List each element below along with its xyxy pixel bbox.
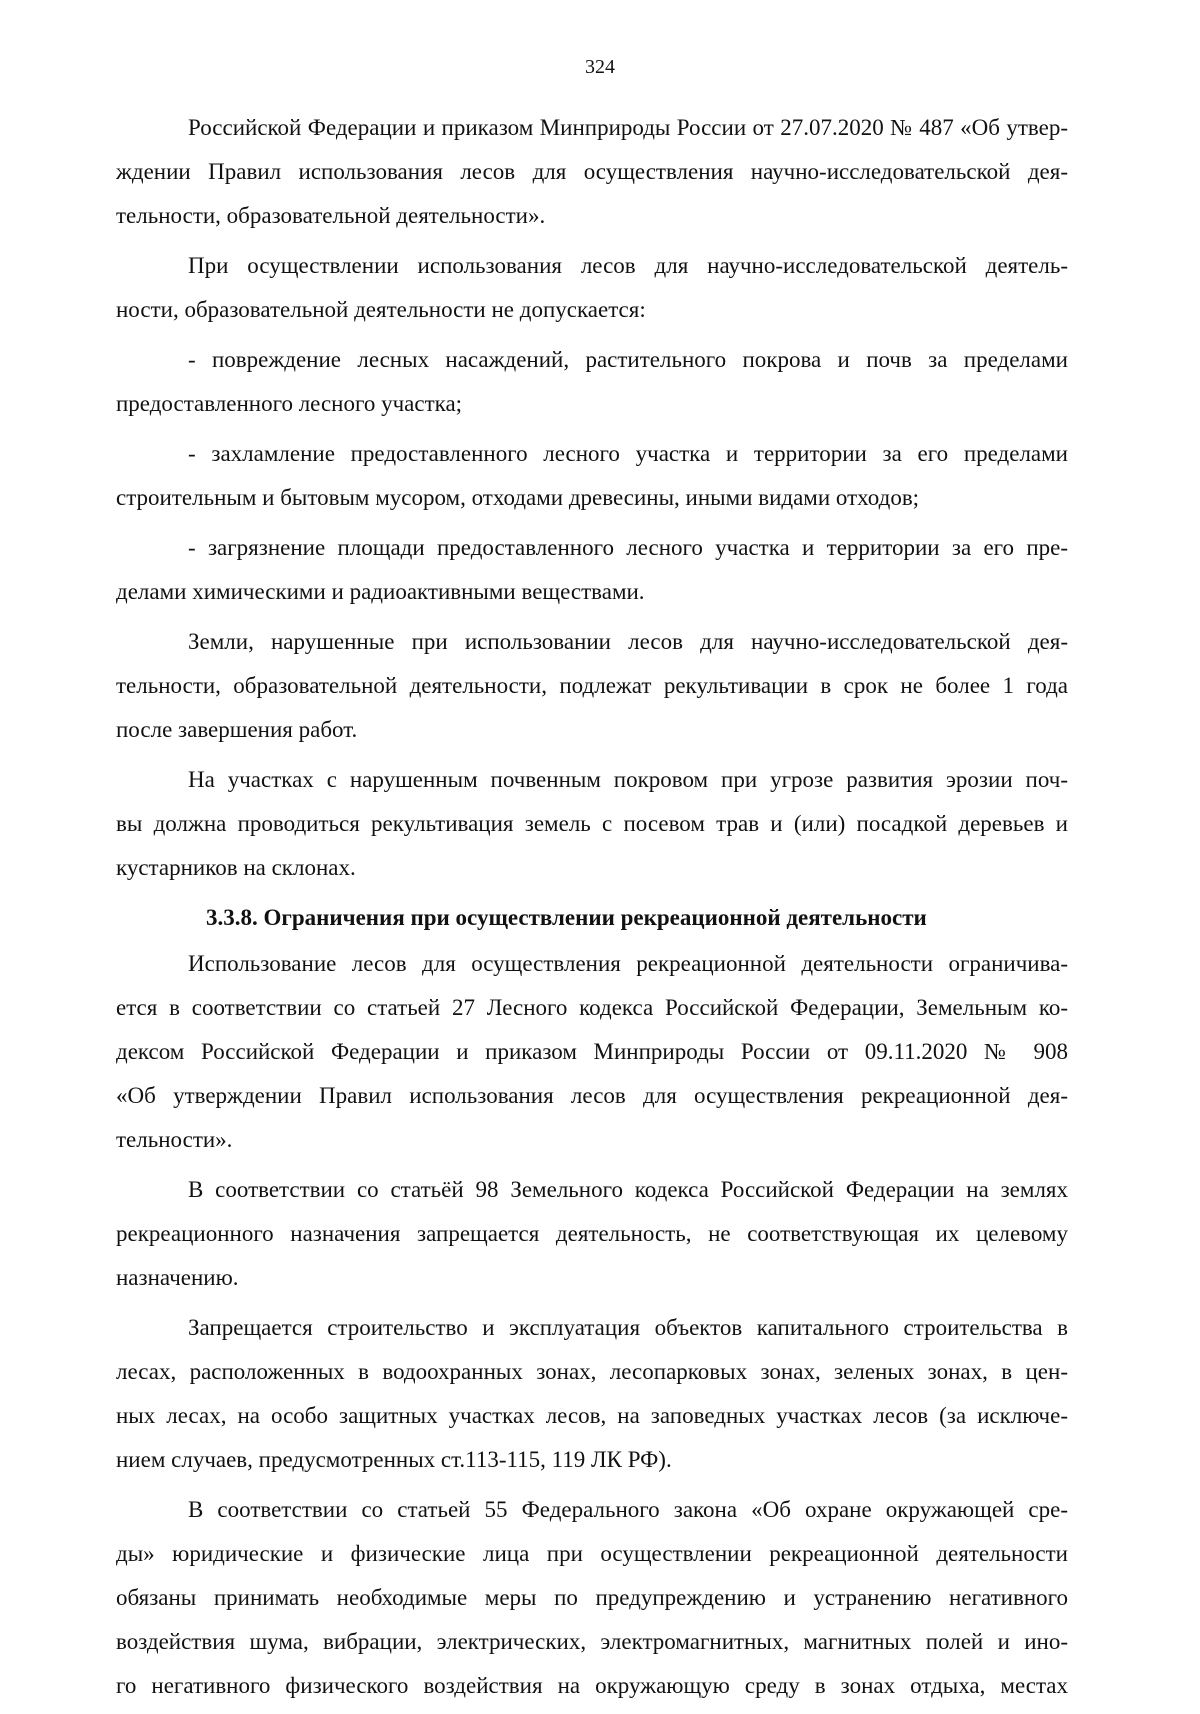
paragraph xyxy=(116,1306,1068,1482)
paragraph xyxy=(116,338,1068,426)
text-line: Использование лесов для осуществления рекреационной деятельности ограничива- xyxy=(188,951,1068,976)
page-number: 324 xyxy=(585,56,615,78)
text-line: обязаны принимать необходимые меры по предупреждению и устранению негативного xyxy=(116,1585,1068,1610)
text-line: рекреационного назначения запрещается деятельность, не соответствующая их целевому xyxy=(116,1221,1068,1246)
text-line: после завершения работ. xyxy=(116,717,358,742)
text-line: - повреждение лесных насаждений, растительного покрова и почв за пределами xyxy=(188,347,1068,372)
paragraph xyxy=(116,244,1068,332)
text-line: ждении Правил использования лесов для осуществления научно-исследовательской дея- xyxy=(116,159,1068,184)
paragraph xyxy=(116,526,1068,614)
section-heading: 3.3.8. Ограничения при осуществлении рекреационной деятельности xyxy=(206,905,927,930)
section-paragraph-group xyxy=(116,942,1068,1708)
text-line: Российской Федерации и приказом Минприроды России от 27.07.2020 № 487 «Об утвер- xyxy=(188,115,1068,140)
text-line: ности, образовательной деятельности не допускается: xyxy=(116,297,646,322)
paragraph xyxy=(116,942,1068,1162)
text-line: тельности». xyxy=(116,1127,233,1152)
text-line: Запрещается строительство и эксплуатация объектов капитального строительства в xyxy=(188,1315,1068,1340)
text-line: лесах, расположенных в водоохранных зонах, лесопарковых зонах, зеленых зонах, в цен- xyxy=(116,1359,1068,1384)
paragraph xyxy=(116,1168,1068,1300)
text-line: го негативного физического воздействия на окружающую среду в зонах отдыха, местах xyxy=(116,1673,1068,1698)
text-line: делами химическими и радиоактивными веществами. xyxy=(116,579,645,604)
text-line: тельности, образовательной деятельности». xyxy=(116,203,546,228)
paragraph xyxy=(116,432,1068,520)
paragraph xyxy=(116,758,1068,890)
text-line: вы должна проводиться рекультивация земель с посевом трав и (или) посадкой деревьев и xyxy=(116,811,1068,836)
text-line: ется в соответствии со статьей 27 Лесного кодекса Российской Федерации, Земельным ко- xyxy=(116,995,1068,1020)
text-line: тельности, образовательной деятельности, подлежат рекультивации в срок не более 1 года xyxy=(116,673,1068,698)
text-line: строительным и бытовым мусором, отходами древесины, иными видами отходов; xyxy=(116,485,920,510)
text-line: При осуществлении использования лесов для научно-исследовательской деятель- xyxy=(188,253,1068,278)
text-line: В соответствии со статьей 55 Федерального закона «Об охране окружающей сре- xyxy=(188,1497,1068,1522)
paragraph xyxy=(116,106,1068,238)
text-line: дексом Российской Федерации и приказом Минприроды России от 09.11.2020 № 908 xyxy=(116,1039,1068,1064)
text-line: - загрязнение площади предоставленного лесного участка и территории за его пре- xyxy=(188,535,1068,560)
text-line: воздействия шума, вибрации, электрических, электромагнитных, магнитных полей и ино- xyxy=(116,1629,1068,1654)
text-line: Земли, нарушенные при использовании лесов для научно-исследовательской дея- xyxy=(188,629,1068,654)
page-body xyxy=(116,106,1068,1714)
text-line: На участках с нарушенным почвенным покровом при угрозе развития эрозии поч- xyxy=(188,767,1068,792)
text-line: ных лесах, на особо защитных участках лесов, на заповедных участках лесов (за исключе- xyxy=(116,1403,1068,1428)
text-line: предоставленного лесного участка; xyxy=(116,391,463,416)
text-line: - захламление предоставленного лесного участка и территории за его пределами xyxy=(188,441,1068,466)
paragraph-group xyxy=(116,106,1068,890)
text-line: назначению. xyxy=(116,1265,239,1290)
paragraph xyxy=(116,620,1068,752)
text-line: нием случаев, предусмотренных ст.113-115, 119 ЛК РФ). xyxy=(116,1447,672,1472)
text-line: «Об утверждении Правил использования лесов для осуществления рекреационной дея- xyxy=(116,1083,1068,1108)
text-line: ды» юридические и физические лица при осуществлении рекреационной деятельности xyxy=(116,1541,1068,1566)
text-line: кустарников на склонах. xyxy=(116,855,356,880)
paragraph xyxy=(116,1488,1068,1708)
text-line: В соответствии со статьёй 98 Земельного кодекса Российской Федерации на землях xyxy=(188,1177,1068,1202)
